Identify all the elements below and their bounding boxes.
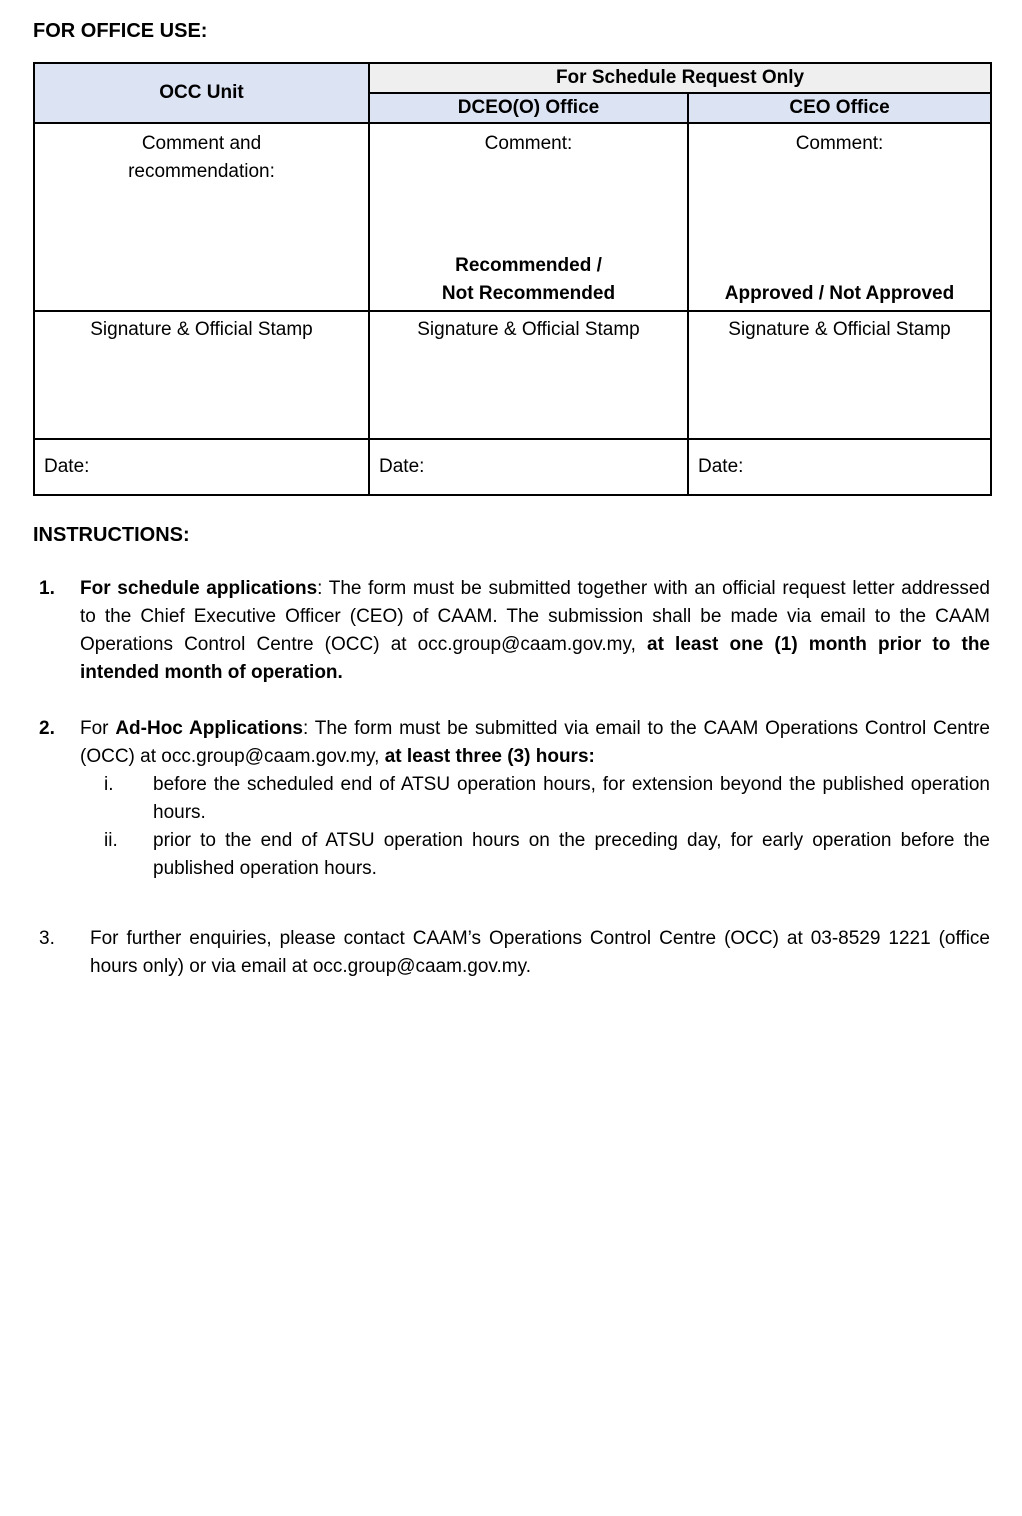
signature-row [34,311,991,439]
dceo-date-cell: Date: [369,439,688,495]
ceo-decision-line: Approved / Not Approved [724,283,955,304]
office-use-table [33,62,992,496]
ceo-comment-cell [688,123,991,311]
table-header-row-1 [34,63,991,93]
instruction-item-2-sub-i [104,771,990,827]
occ-comment-cell [34,123,369,311]
instruction-item-1-text: For schedule applications: The form must be submitted together with an official request letter addressed to the Chief Executive Officer (CEO) of CAAM. The submission shall be made via email to the CAAM Operations Control Centre (OCC) at occ.group@caam.gov.my, at least one (1) month prior to the intended month of operation. [80,578,990,683]
dceo-decision-line2: Not Recommended [441,283,616,304]
dceo-decision-line1: Recommended / [455,255,602,276]
ceo-signature-cell: Signature & Official Stamp [688,311,991,439]
instruction-item-1-number: 1. [39,578,55,599]
occ-unit-header-cell: OCC Unit [34,63,369,123]
instructions-heading: INSTRUCTIONS: [33,524,190,546]
instruction-item-2-text [80,715,990,883]
for-office-use-heading: FOR OFFICE USE: [33,20,208,42]
occ-comment-label-line1: Comment and [141,133,262,154]
dceo-comment-label: Comment: [484,133,573,154]
sub-item-i-text: before the scheduled end of ATSU operation hours, for extension beyond the published operation hours. [153,774,990,823]
instruction-item-2 [33,715,990,883]
occ-signature-cell: Signature & Official Stamp [34,311,369,439]
instruction-item-3 [33,925,990,981]
ceo-comment-label: Comment: [795,133,884,154]
dceo-signature-cell: Signature & Official Stamp [369,311,688,439]
comment-row [34,123,991,311]
instruction-item-3-text: For further enquiries, please contact CAAM’s Operations Control Centre (OCC) at 03-8529 1221 (office hours only) or via email at occ.group@caam.gov.my. [90,928,990,977]
occ-date-cell: Date: [34,439,369,495]
ceo-office-header-cell: CEO Office [688,93,991,123]
sub-item-i-marker: i. [104,774,114,795]
dceo-decision-label [370,252,687,308]
occ-comment-label-line2: recommendation: [128,161,275,182]
sub-item-ii-marker: ii. [104,830,118,851]
sub-item-ii-text: prior to the end of ATSU operation hours on the preceding day, for early operation before the published operation hours. [153,830,990,879]
instruction-item-2-sub-ii [104,827,990,883]
instruction-item-2-number: 2. [39,718,55,739]
ceo-decision-label [689,280,990,308]
instruction-item-1 [33,575,990,687]
ceo-date-cell: Date: [688,439,991,495]
dceo-comment-cell [369,123,688,311]
instruction-item-2-paragraph: For Ad-Hoc Applications: The form must be submitted via email to the CAAM Operations Control Centre (OCC) at occ.group@caam.gov.my, at least three (3) hours: [80,718,991,767]
instruction-item-3-number: 3. [39,928,55,949]
dceo-office-header-cell: DCEO(O) Office [369,93,688,123]
date-row [34,439,991,495]
schedule-request-header-cell: For Schedule Request Only [369,63,991,93]
